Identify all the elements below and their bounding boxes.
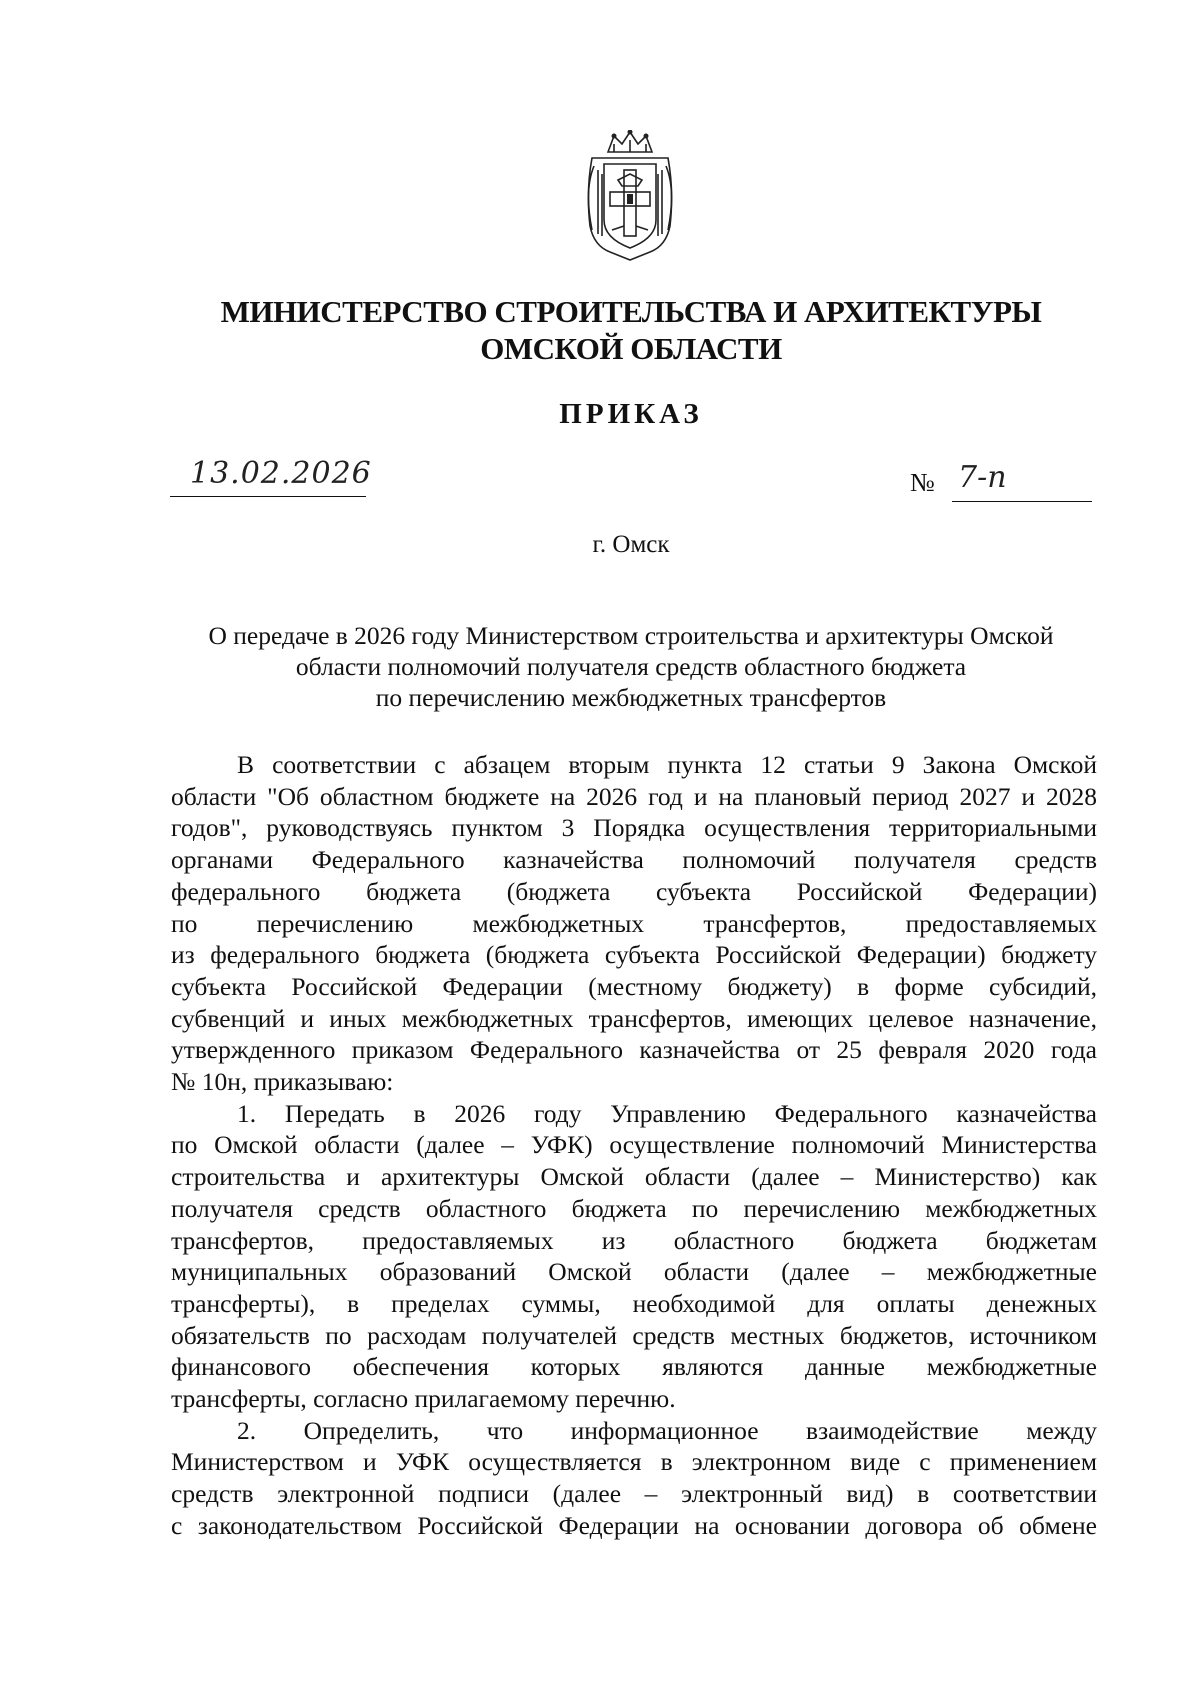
text-line: годов", руководствуясь пунктом 3 Порядка осуществления территориальными: [171, 813, 1097, 843]
order-date-field: [170, 456, 372, 497]
order-date: 13.02.2026: [190, 456, 372, 491]
ministry-name-line1: МИНИСТЕРСТВО СТРОИТЕЛЬСТВА И АРХИТЕКТУРЫ: [220, 294, 1042, 329]
text-line: обязательств по расходам получателей средств местных бюджетов, источником: [171, 1320, 1097, 1350]
text-line: № 10н, приказываю:: [171, 1067, 394, 1097]
text-line: трансферты), в пределах суммы, необходимой для оплаты денежных: [171, 1288, 1097, 1318]
text-line: органами Федерального казначейства полномочий получателя средств: [171, 845, 1097, 875]
text-line: утвержденного приказом Федерального казначейства от 25 февраля 2020 года: [171, 1035, 1097, 1065]
text-line: строительства и архитектуры Омской области (далее – Министерство) как: [171, 1162, 1097, 1192]
clause-1-paragraph: [171, 1098, 1097, 1415]
text-line: из федерального бюджета (бюджета субъекта Российской Федерации) бюджету: [171, 940, 1097, 970]
order-title: [165, 620, 1097, 713]
text-line: получателя средств областного бюджета по перечислению межбюджетных: [171, 1193, 1097, 1223]
ministry-name-line2: ОМСКОЙ ОБЛАСТИ: [480, 331, 782, 366]
text-line: средств электронной подписи (далее – электронный вид) в соответствии: [171, 1479, 1097, 1509]
number-sign: №: [910, 468, 935, 497]
document-type: ПРИКАЗ: [559, 398, 703, 430]
text-line: Министерством и УФК осуществляется в электронном виде с применением: [171, 1447, 1097, 1477]
text-line: федерального бюджета (бюджета субъекта Российской Федерации): [171, 876, 1097, 906]
text-line: 1. Передать в 2026 году Управлению Федерального казначейства: [237, 1098, 1097, 1128]
text-line: 2. Определить, что информационное взаимодействие между: [237, 1415, 1097, 1445]
text-line: по перечислению межбюджетных трансфертов, предоставляемых: [171, 908, 1097, 938]
title-line: О передаче в 2026 году Министерством строительства и архитектуры Омской: [208, 621, 1054, 650]
order-number: 7-п: [958, 460, 1007, 495]
text-line: финансового обеспечения которых являются данные межбюджетные: [171, 1352, 1097, 1382]
preamble-paragraph: [171, 749, 1097, 1098]
text-line: муниципальных образований Омской области (далее – межбюджетные: [171, 1257, 1097, 1287]
order-body: [171, 749, 1097, 1542]
order-number-field: [910, 460, 1094, 502]
text-line: трансферты, согласно прилагаемому перечню.: [171, 1384, 676, 1414]
text-line: области "Об областном бюджете на 2026 год и на плановый период 2027 и 2028: [171, 781, 1097, 811]
number-underline: [952, 501, 1092, 502]
text-line: с законодательством Российской Федерации на основании договора об обмене: [171, 1510, 1097, 1540]
clause-2-paragraph: [171, 1415, 1097, 1542]
text-line: субъекта Российской Федерации (местному бюджету) в форме субсидий,: [171, 971, 1097, 1001]
city: г. Омск: [592, 531, 670, 558]
text-line: субвенций и иных межбюджетных трансфертов, имеющих целевое назначение,: [171, 1003, 1097, 1033]
title-line: области полномочий получателя средств областного бюджета: [295, 652, 967, 681]
coat-of-arms-icon: [578, 130, 682, 262]
text-line: по Омской области (далее – УФК) осуществление полномочий Министерства: [171, 1130, 1097, 1160]
text-line: В соответствии с абзацем вторым пункта 12 статьи 9 Закона Омской: [237, 750, 1097, 779]
ministry-name: [0, 293, 1200, 367]
title-line: по перечислению межбюджетных трансфертов: [375, 683, 887, 712]
text-line: трансфертов, предоставляемых из областного бюджета бюджетам: [171, 1225, 1097, 1255]
